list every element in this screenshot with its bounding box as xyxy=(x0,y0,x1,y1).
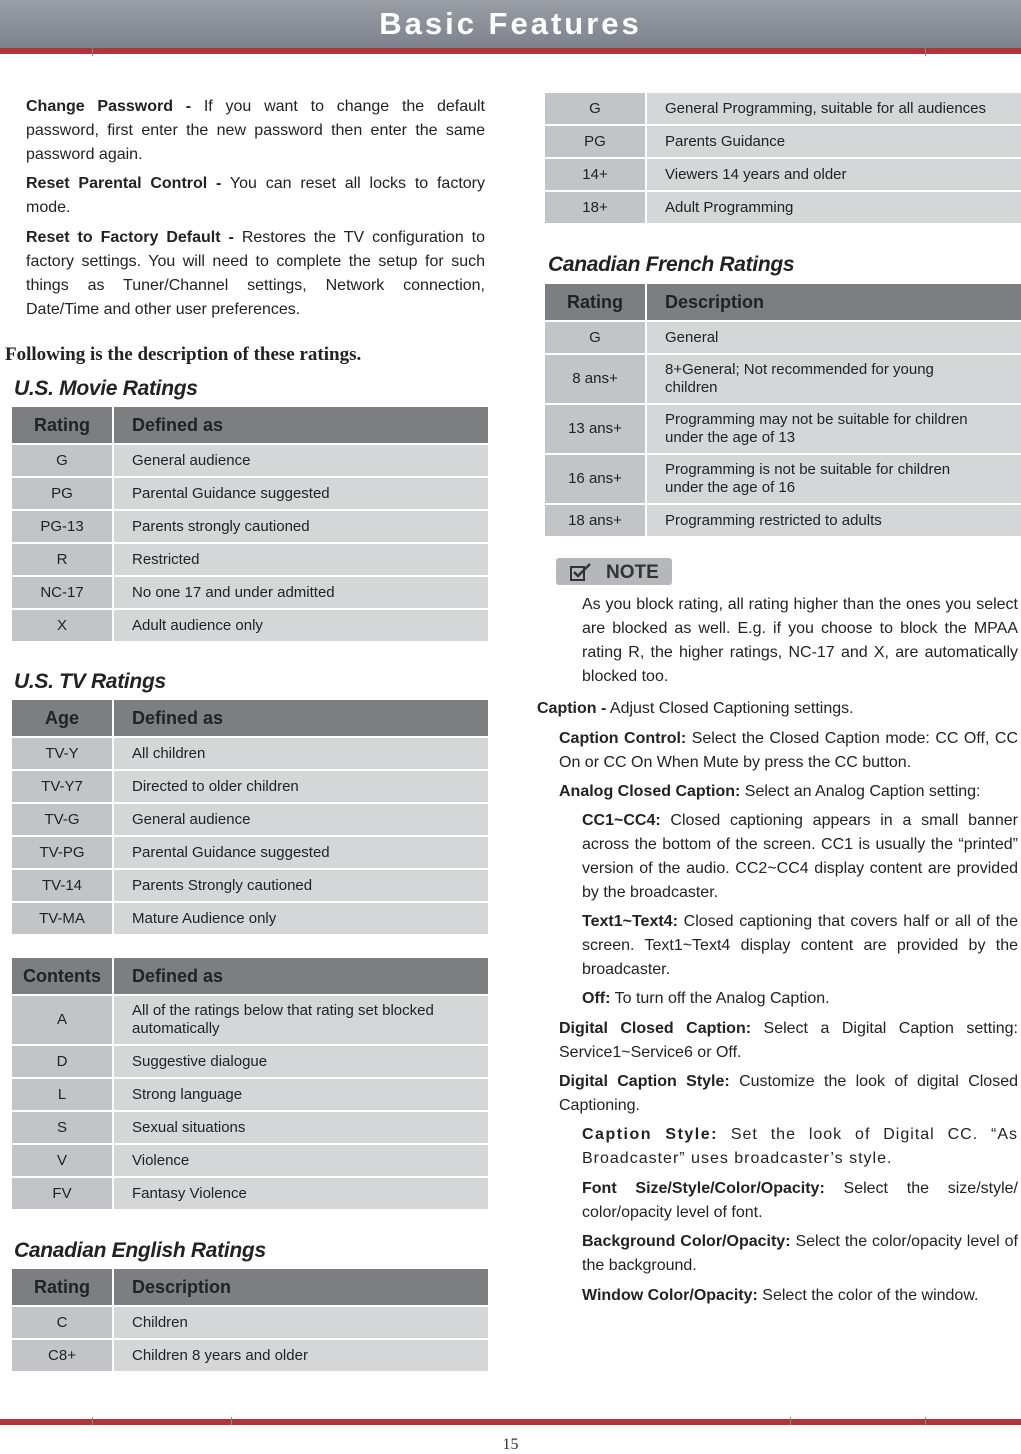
rating-cell: C8+ xyxy=(12,1340,114,1371)
desc-cell: Suggestive dialogue xyxy=(114,1046,488,1077)
ca-english-table-continued xyxy=(545,91,1021,225)
header-red-bar xyxy=(0,48,1021,54)
paragraph-text: Select the size/style/ color/opacity level of font. xyxy=(582,1180,1018,1221)
desc-cell: Violence xyxy=(114,1145,488,1176)
rating-cell: TV-PG xyxy=(12,837,114,868)
desc-cell: All children xyxy=(114,738,488,769)
desc-cell: Parents Guidance xyxy=(647,126,1021,157)
table-row xyxy=(545,93,1021,124)
desc-cell: Parental Guidance suggested xyxy=(114,478,488,509)
digital-closed-caption xyxy=(559,1017,1018,1065)
col-header: Rating xyxy=(12,407,114,443)
col-header: Defined as xyxy=(114,407,488,443)
paragraph-label: Window Color/Opacity: xyxy=(582,1287,758,1304)
reset-factory-paragraph xyxy=(26,226,485,322)
rating-cell: TV-Y7 xyxy=(12,771,114,802)
paragraph-label: Caption Style: xyxy=(582,1126,718,1143)
paragraph-label: Text1~Text4: xyxy=(582,913,678,930)
col-header: Description xyxy=(114,1269,488,1305)
footer-divider-tick xyxy=(790,1417,791,1425)
note-text: As you block rating, all rating higher than the ones you select are blocked as well. E.g. if you choose to block the MPAA rating R, the higher ratings, NC-17 and X, are automatically blocked too. xyxy=(582,596,1018,685)
rating-cell: A xyxy=(12,996,114,1044)
table-row xyxy=(545,455,1021,503)
desc-cell: Fantasy Violence xyxy=(114,1178,488,1209)
table-row xyxy=(12,511,488,542)
rating-cell: R xyxy=(12,544,114,575)
desc-cell: Parents Strongly cautioned xyxy=(114,870,488,901)
paragraph-text: Select a Digital Caption setting: Service1~Service6 or Off. xyxy=(559,1020,1018,1061)
table-row xyxy=(12,996,488,1044)
table-row xyxy=(545,159,1021,190)
paragraph-text: Adjust Closed Captioning settings. xyxy=(606,700,854,717)
us-tv-table xyxy=(12,698,488,936)
paragraph-text: Select the color/opacity level of the background. xyxy=(582,1233,1018,1274)
table-row xyxy=(12,804,488,835)
text1-text4 xyxy=(582,910,1018,982)
footer-divider-tick xyxy=(92,1417,93,1425)
desc-cell: No one 17 and under admitted xyxy=(114,577,488,608)
table-row xyxy=(545,322,1021,353)
paragraph-text: Restores the TV configuration to factory settings. You will need to complete the setup for such things as Tuner/Channel settings, Network connection, Date/Time and other user preferences. xyxy=(26,229,486,318)
rating-cell: V xyxy=(12,1145,114,1176)
table-row xyxy=(545,192,1021,223)
paragraph-label: Font Size/Style/Color/Opacity: xyxy=(582,1180,825,1197)
desc-cell: All of the ratings below that rating set blocked automatically xyxy=(114,996,488,1044)
footer-red-bar xyxy=(0,1419,1021,1425)
paragraph-label: Off: xyxy=(582,990,611,1007)
paragraph-label: Analog Closed Caption: xyxy=(559,783,741,800)
window-options xyxy=(582,1284,1018,1308)
paragraph-label: Digital Caption Style: xyxy=(559,1073,730,1090)
table-row xyxy=(12,771,488,802)
rating-cell: G xyxy=(12,445,114,476)
col-header: Contents xyxy=(12,958,114,994)
note-badge xyxy=(556,558,672,585)
paragraph-label: Reset to Factory Default - xyxy=(26,229,234,246)
rating-cell: FV xyxy=(12,1178,114,1209)
paragraph-text: You can reset all locks to factory mode. xyxy=(26,175,485,216)
table-row xyxy=(12,1178,488,1209)
col-header: Rating xyxy=(12,1269,114,1305)
footer-divider-tick xyxy=(231,1417,232,1425)
us-tv-title: U.S. TV Ratings xyxy=(14,670,166,693)
paragraph-label: Caption - xyxy=(537,700,607,717)
paragraph-text: Customize the look of digital Closed Captioning. xyxy=(559,1073,1019,1114)
table-row xyxy=(12,610,488,641)
rating-cell: PG xyxy=(545,126,647,157)
table-row xyxy=(545,355,1021,403)
change-password-paragraph xyxy=(26,95,485,167)
desc-cell: General Programming, suitable for all audiences xyxy=(647,93,1021,124)
desc-cell: General audience xyxy=(114,445,488,476)
desc-cell: Viewers 14 years and older xyxy=(647,159,1021,190)
paragraph-text: To turn off the Analog Caption. xyxy=(610,990,830,1007)
desc-cell: Strong language xyxy=(114,1079,488,1110)
ca-english-table xyxy=(12,1267,488,1373)
digital-caption-style xyxy=(559,1070,1018,1118)
table-header-row xyxy=(545,284,1021,320)
rating-cell: 18 ans+ xyxy=(545,505,647,536)
rating-cell: S xyxy=(12,1112,114,1143)
rating-cell: PG xyxy=(12,478,114,509)
paragraph-label: Change Password - xyxy=(26,98,192,115)
rating-cell: 16 ans+ xyxy=(545,455,647,503)
rating-cell: G xyxy=(545,93,647,124)
background-options xyxy=(582,1230,1018,1278)
desc-cell: Parents strongly cautioned xyxy=(114,511,488,542)
table-row xyxy=(545,405,1021,453)
us-movie-title: U.S. Movie Ratings xyxy=(14,377,198,400)
table-row xyxy=(12,1046,488,1077)
table-row xyxy=(12,544,488,575)
desc-cell: General xyxy=(647,322,1021,353)
paragraph-label: Reset Parental Control - xyxy=(26,175,222,192)
rating-cell: TV-MA xyxy=(12,903,114,934)
us-movie-table xyxy=(12,405,488,643)
table-header-row xyxy=(12,407,488,443)
desc-cell: General audience xyxy=(114,804,488,835)
ca-french-table xyxy=(545,282,1021,538)
desc-cell: Children xyxy=(114,1307,488,1338)
col-header: Defined as xyxy=(114,958,488,994)
paragraph-text: Set the look of Digital CC. “As Broadcaster” uses broadcaster’s style. xyxy=(582,1126,1018,1167)
reset-parental-paragraph xyxy=(26,172,485,220)
desc-cell: Children 8 years and older xyxy=(114,1340,488,1371)
table-row xyxy=(12,903,488,934)
desc-cell: Programming is not be suitable for children under the age of 16 xyxy=(647,455,1021,503)
table-row xyxy=(545,505,1021,536)
table-row xyxy=(12,1112,488,1143)
col-header: Defined as xyxy=(114,700,488,736)
paragraph-label: Caption Control: xyxy=(559,730,687,747)
desc-cell: Restricted xyxy=(114,544,488,575)
rating-cell: G xyxy=(545,322,647,353)
desc-cell: 8+General; Not recommended for young children xyxy=(647,355,1021,403)
paragraph-label: Background Color/Opacity: xyxy=(582,1233,791,1250)
table-row xyxy=(545,126,1021,157)
header-divider-tick xyxy=(925,48,926,56)
rating-cell: TV-G xyxy=(12,804,114,835)
rating-cell: 18+ xyxy=(545,192,647,223)
desc-cell: Mature Audience only xyxy=(114,903,488,934)
rating-cell: L xyxy=(12,1079,114,1110)
analog-closed-caption xyxy=(559,780,1018,804)
rating-cell: 14+ xyxy=(545,159,647,190)
table-row xyxy=(12,445,488,476)
col-header: Age xyxy=(12,700,114,736)
table-header-row xyxy=(12,958,488,994)
paragraph-text: Select the color of the window. xyxy=(757,1287,979,1304)
rating-cell: 13 ans+ xyxy=(545,405,647,453)
rating-cell: D xyxy=(12,1046,114,1077)
paragraph-text: If you want to change the default password, first enter the new password then enter the same password again. xyxy=(26,98,486,163)
table-row xyxy=(12,1340,488,1371)
rating-cell: X xyxy=(12,610,114,641)
checkbox-note-icon xyxy=(569,562,593,587)
ratings-intro: Following is the description of these ratings. xyxy=(5,344,362,365)
ca-english-title: Canadian English Ratings xyxy=(14,1239,266,1262)
rating-cell: NC-17 xyxy=(12,577,114,608)
contents-table xyxy=(12,956,488,1211)
font-options xyxy=(582,1177,1018,1225)
rating-cell: TV-Y xyxy=(12,738,114,769)
paragraph-label: CC1~CC4: xyxy=(582,812,661,829)
desc-cell: Adult Programming xyxy=(647,192,1021,223)
table-row xyxy=(12,1307,488,1338)
page-number: 15 xyxy=(502,1436,519,1453)
cc1-cc4 xyxy=(582,809,1018,905)
rating-cell: PG-13 xyxy=(12,511,114,542)
rating-cell: C xyxy=(12,1307,114,1338)
paragraph-text: Closed captioning appears in a small banner across the bottom of the screen. CC1 is usually the “printed” version of the audio. CC2~CC4 display content are provided by the broadcaster. xyxy=(582,812,1018,901)
table-row xyxy=(12,1079,488,1110)
col-header: Description xyxy=(647,284,1021,320)
table-row xyxy=(12,837,488,868)
col-header: Rating xyxy=(545,284,647,320)
table-row xyxy=(12,577,488,608)
desc-cell: Directed to older children xyxy=(114,771,488,802)
paragraph-text: Select the Closed Caption mode: CC Off, CC On or CC On When Mute by press the CC button. xyxy=(559,730,1019,771)
table-row xyxy=(12,870,488,901)
caption-control xyxy=(559,727,1018,775)
analog-off xyxy=(582,987,1018,1011)
caption-intro xyxy=(537,697,1018,721)
note-label: NOTE xyxy=(606,562,659,583)
paragraph-label: Digital Closed Caption: xyxy=(559,1020,752,1037)
footer-divider-tick xyxy=(925,1417,926,1425)
paragraph-text: Closed captioning that covers half or all of the screen. Text1~Text4 display content are provided by the broadcaster. xyxy=(582,913,1018,978)
desc-cell: Parental Guidance suggested xyxy=(114,837,488,868)
paragraph-text: Select an Analog Caption setting: xyxy=(740,783,981,800)
caption-style xyxy=(582,1123,1018,1171)
table-header-row xyxy=(12,1269,488,1305)
desc-cell: Programming may not be suitable for children under the age of 13 xyxy=(647,405,1021,453)
page-title: Basic Features xyxy=(379,6,642,41)
rating-cell: TV-14 xyxy=(12,870,114,901)
table-row xyxy=(12,738,488,769)
ca-french-title: Canadian French Ratings xyxy=(548,253,795,276)
header-divider-tick xyxy=(92,48,93,56)
desc-cell: Programming restricted to adults xyxy=(647,505,1021,536)
table-header-row xyxy=(12,700,488,736)
table-row xyxy=(12,478,488,509)
header-banner xyxy=(0,0,1021,48)
desc-cell: Adult audience only xyxy=(114,610,488,641)
desc-cell: Sexual situations xyxy=(114,1112,488,1143)
rating-cell: 8 ans+ xyxy=(545,355,647,403)
table-row xyxy=(12,1145,488,1176)
